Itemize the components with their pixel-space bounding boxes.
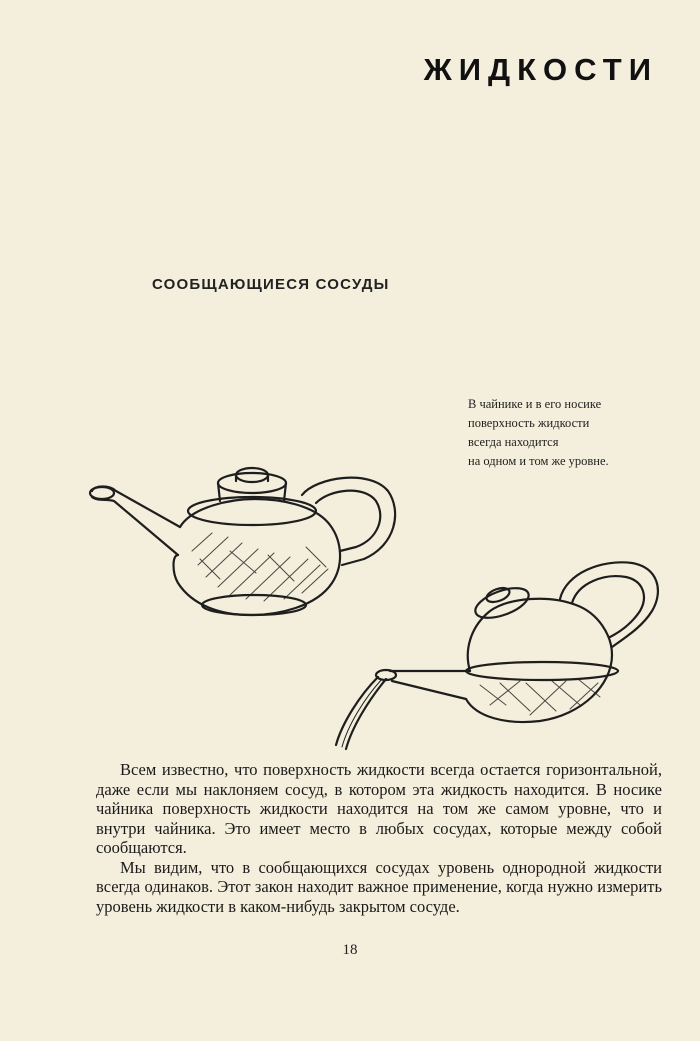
page-number: 18	[342, 942, 358, 958]
caption-line: поверхность жидкости	[468, 416, 590, 430]
chapter-title: ЖИДКОСТИ	[423, 52, 658, 87]
teapots-illustration	[80, 455, 680, 755]
paragraph: Мы видим, что в сообщающихся сосудах уровень однородной жидкости всегда одинаков. Этот закон находит важное применение, когда нужно измерить уровень жидкости в каком-нибудь закрытом сосуде.	[96, 857, 662, 916]
upright-teapot	[90, 468, 395, 615]
tilted-teapot	[336, 562, 658, 749]
caption-line: на одном и том же уровне.	[468, 454, 609, 468]
paragraph: Всем известно, что поверхность жидкости всегда остается горизонтальной, даже если мы наклоняем сосуд, в котором эта жидкость находится. В носике чайника поверхность жидкости находится на том же самом уровне, что и внутри чайника. Это имеет место в любых сосудах, которые между собой сообщаются.	[96, 760, 662, 857]
body-text	[96, 760, 662, 916]
section-title: СООБЩАЮЩИЕСЯ СОСУДЫ	[152, 276, 390, 293]
caption-line: В чайнике и в его носике	[468, 397, 602, 411]
caption-line: всегда находится	[468, 435, 559, 449]
